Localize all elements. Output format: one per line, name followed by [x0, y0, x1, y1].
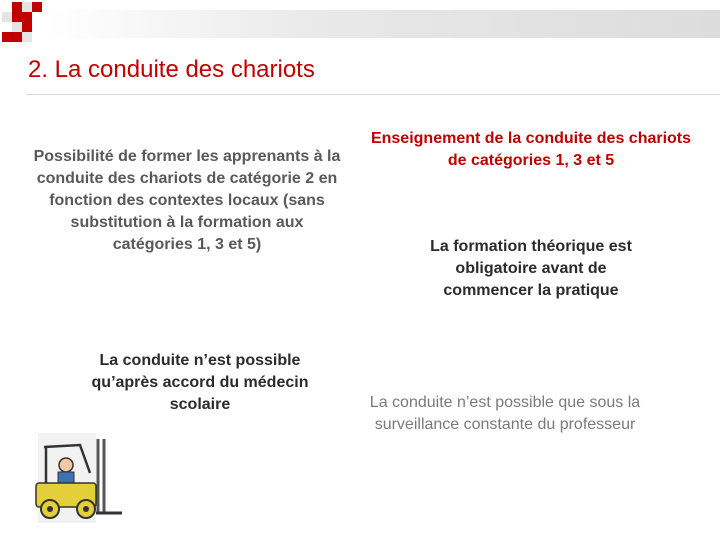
header-bar: [48, 10, 720, 38]
left-text-training: Possibilité de former les apprenants à la conduite des chariots de catégorie 2 en fonction des contextes locaux (sans substitution à la formation aux catégories 1, 3 et 5): [33, 148, 341, 253]
title-divider: [26, 94, 720, 95]
slide-title: 2. La conduite des chariots: [28, 56, 315, 83]
left-text-medical-approval: La conduite n’est possible qu’après accord du médecin scolaire: [91, 352, 309, 413]
right-text-teaching: Enseignement de la conduite des chariots de catégories 1, 3 et 5: [370, 130, 692, 169]
right-text-supervision: La conduite n’est possible que sous la surveillance constante du professeur: [369, 394, 641, 433]
right-text-theory-required: La formation théorique est obligatoire avant de commencer la pratique: [430, 238, 632, 299]
forklift-icon: [28, 433, 124, 523]
